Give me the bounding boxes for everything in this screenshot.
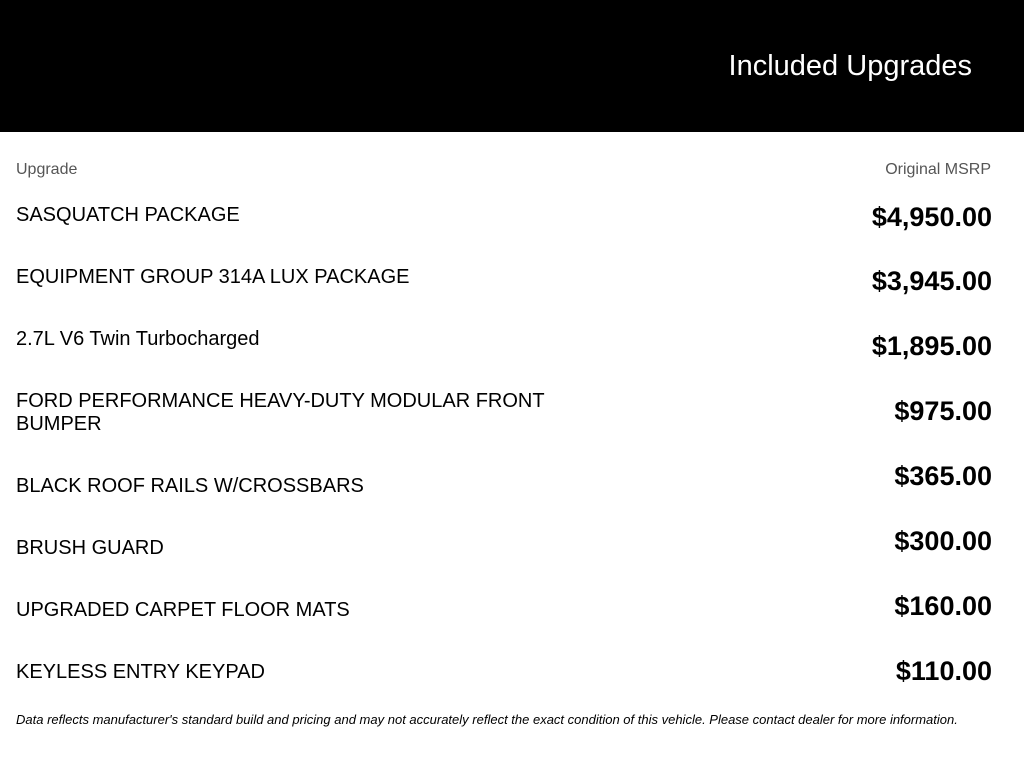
upgrade-name: BRUSH GUARD <box>16 537 164 559</box>
header-bar <box>0 0 1024 132</box>
upgrade-name: BLACK ROOF RAILS W/CROSSBARS <box>16 475 364 497</box>
upgrade-price: $3,945.00 <box>871 266 992 296</box>
column-header-msrp: Original MSRP <box>885 161 991 178</box>
upgrade-price: $4,950.00 <box>871 202 992 232</box>
upgrade-price: $300.00 <box>894 526 992 556</box>
column-header-upgrade: Upgrade <box>16 161 78 178</box>
disclaimer-text: Data reflects manufacturer's standard build and pricing and may not accurately reflect the exact condition of this vehicle. Please contact dealer for more information. <box>16 712 958 727</box>
upgrade-price: $160.00 <box>894 591 992 621</box>
upgrade-name: 2.7L V6 Twin Turbocharged <box>16 328 260 350</box>
upgrade-price: $1,895.00 <box>871 331 992 361</box>
upgrade-name: KEYLESS ENTRY KEYPAD <box>16 661 265 683</box>
upgrade-price: $110.00 <box>895 656 992 686</box>
upgrade-name: UPGRADED CARPET FLOOR MATS <box>16 599 350 621</box>
upgrade-price: $365.00 <box>894 461 992 491</box>
upgrade-name: FORD PERFORMANCE HEAVY-DUTY MODULAR FRONT BUMPER <box>16 390 545 435</box>
upgrade-name: SASQUATCH PACKAGE <box>16 204 240 226</box>
upgrade-name: EQUIPMENT GROUP 314A LUX PACKAGE <box>16 266 410 288</box>
page-title: Included Upgrades <box>728 50 972 82</box>
upgrade-price: $975.00 <box>894 396 992 426</box>
